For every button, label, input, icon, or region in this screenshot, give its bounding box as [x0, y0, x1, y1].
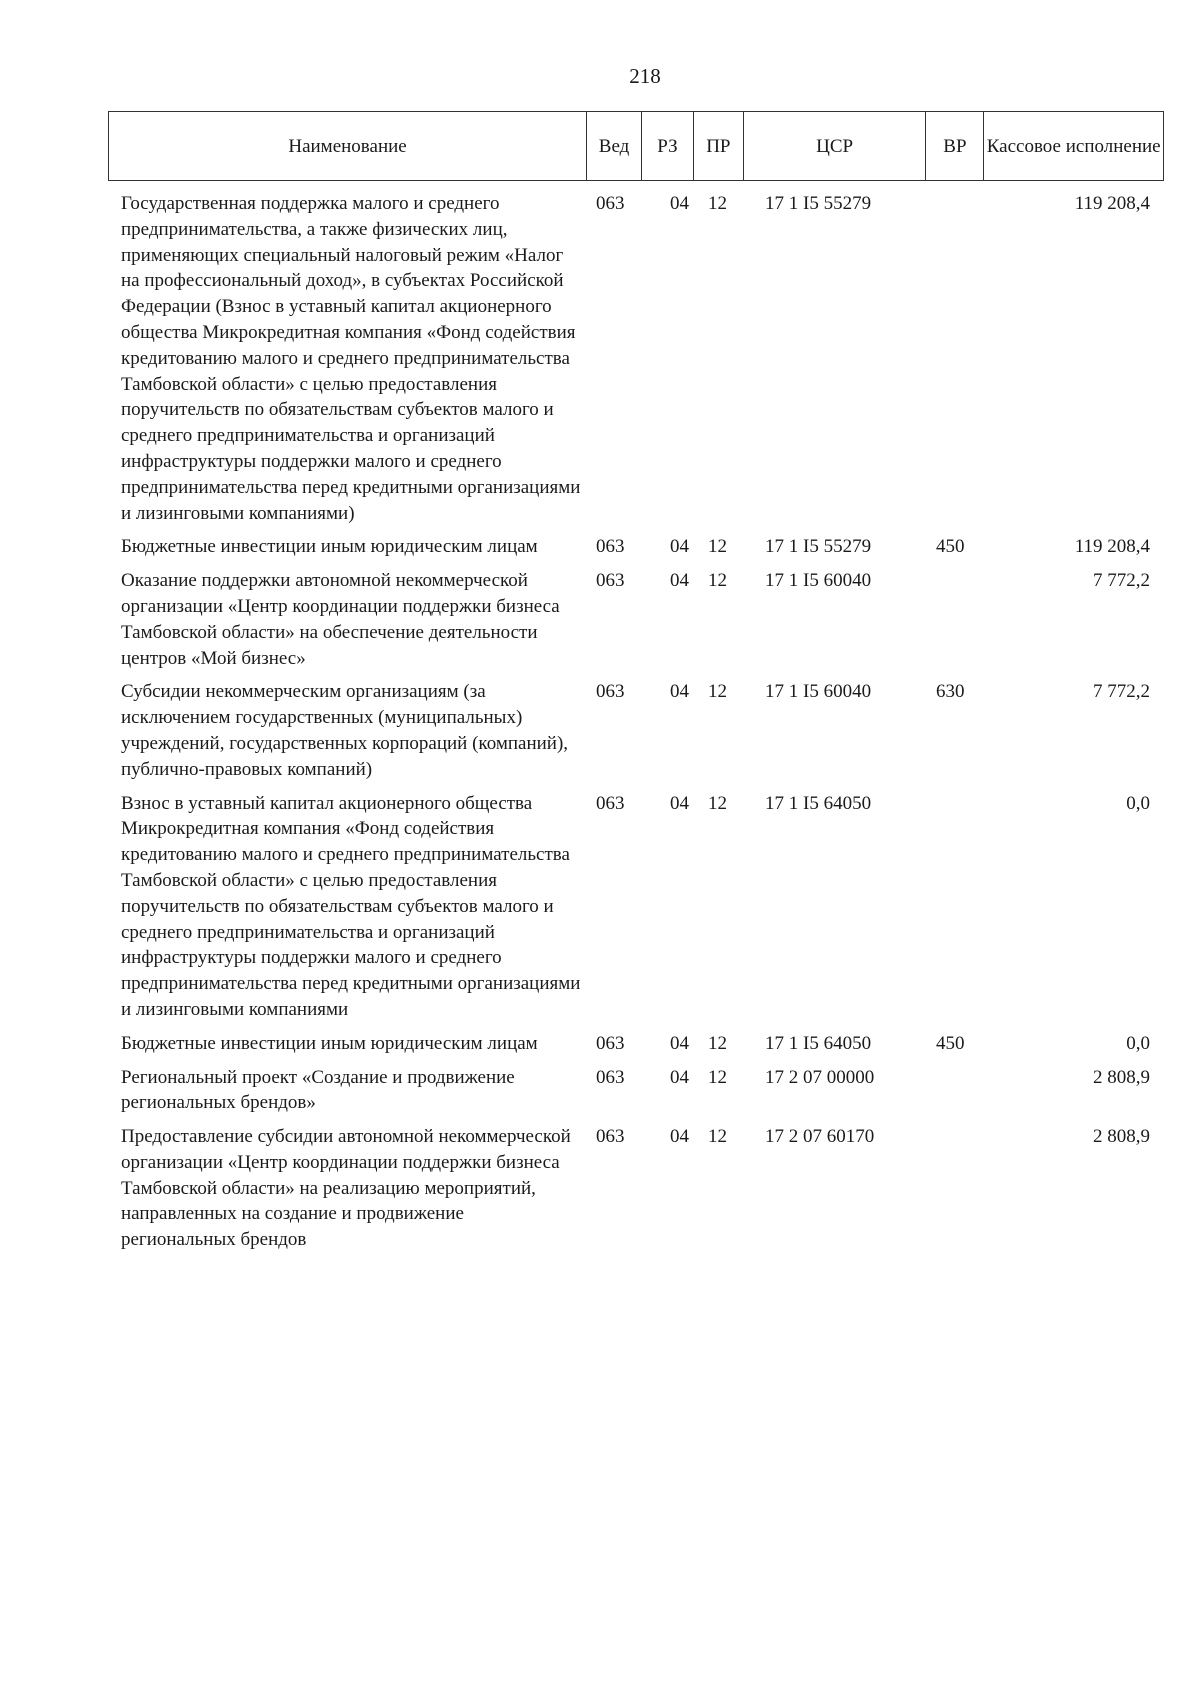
row-pr: 12 — [708, 681, 727, 703]
row-name: Субсидии некоммерческим организациям (за исключением государственных (муниципальных) учреждений, государственных корпораций (компаний), публично-правовых компаний) — [121, 681, 569, 780]
row-rz: 04 — [670, 570, 689, 592]
header-pr: ПР — [693, 112, 743, 180]
header-name: Наименование — [288, 135, 407, 157]
header-ved: Вед — [586, 112, 641, 180]
row-amount: 7 772,2 — [1093, 681, 1150, 703]
row-pr: 12 — [708, 1126, 727, 1148]
table-row — [108, 679, 1164, 782]
row-vr: 450 — [936, 1032, 965, 1054]
row-rz: 04 — [670, 536, 689, 558]
row-csr: 17 2 07 60170 — [765, 1126, 875, 1148]
row-ved: 063 — [596, 792, 625, 814]
page-number: 218 — [629, 64, 661, 88]
row-name: Государственная поддержка малого и среднего предпринимательства, а также физических лиц, применяющих специальный налоговый режим «Налог на профессиональный доход», в субъектах Российской Федерации (Взнос в уставный капитал акционерного общества Микрокредитная компания «Фонд содействия кредитованию малого и среднего предпринимательства Тамбовской области» с целью предоставления поручительств по обязательствам субъектов малого и среднего предпринимательства и организаций инфраструктуры поддержки малого и среднего предпринимательства перед кредитными организациями и лизинговыми компаниями) — [121, 193, 581, 524]
row-csr: 17 1 I5 55279 — [765, 536, 872, 558]
row-vr — [926, 1065, 984, 1117]
table-body — [108, 181, 1164, 1253]
table-header — [108, 111, 1164, 181]
row-amount: 2 808,9 — [1093, 1066, 1150, 1088]
row-name: Бюджетные инвестиции иным юридическим лицам — [121, 536, 538, 558]
row-ved: 063 — [596, 193, 625, 214]
row-ved: 063 — [596, 536, 625, 558]
table-row — [108, 1065, 1164, 1117]
row-ved: 063 — [596, 1066, 625, 1088]
row-amount: 0,0 — [1126, 1032, 1150, 1054]
row-vr — [926, 191, 984, 526]
row-amount: 2 808,9 — [1093, 1126, 1150, 1148]
row-csr: 17 1 I5 64050 — [765, 792, 872, 814]
row-name: Бюджетные инвестиции иным юридическим лицам — [121, 1032, 538, 1054]
row-csr: 17 1 I5 60040 — [765, 681, 872, 703]
row-rz: 04 — [670, 1066, 689, 1088]
header-amount: Кассовое исполнение — [983, 112, 1163, 180]
budget-table — [108, 111, 1164, 1261]
row-ved: 063 — [596, 681, 625, 703]
row-vr: 630 — [936, 681, 965, 703]
header-rz: РЗ — [641, 112, 693, 180]
row-name: Взнос в уставный капитал акционерного общества Микрокредитная компания «Фонд содействия кредитованию малого и среднего предпринимательства Тамбовской области» с целью предоставления поручительств по обязательствам субъектов малого и среднего предпринимательства и организаций инфраструктуры поддержки малого и среднего предпринимательства перед кредитными организациями и лизинговыми компаниями — [121, 792, 581, 1020]
row-rz: 04 — [670, 193, 689, 214]
table-row — [108, 534, 1164, 560]
row-pr: 12 — [708, 1032, 727, 1054]
row-ved: 063 — [596, 1126, 625, 1148]
table-row — [108, 791, 1164, 1023]
row-rz: 04 — [670, 792, 689, 814]
row-pr: 12 — [708, 570, 727, 592]
row-amount: 0,0 — [1126, 792, 1150, 814]
table-row — [108, 191, 1164, 526]
row-csr: 17 2 07 00000 — [765, 1066, 875, 1088]
row-vr: 450 — [936, 536, 965, 558]
row-ved: 063 — [596, 570, 625, 592]
row-name: Региональный проект «Создание и продвижение региональных брендов» — [121, 1066, 515, 1114]
row-name: Предоставление субсидии автономной некоммерческой организации «Центр координации поддержки бизнеса Тамбовской области» на реализацию мероприятий, направленных на создание и продвижение региональных брендов — [121, 1126, 571, 1251]
row-pr: 12 — [708, 1066, 727, 1088]
row-vr — [926, 568, 984, 671]
row-rz: 04 — [670, 1126, 689, 1148]
table-row — [108, 1124, 1164, 1253]
row-amount: 119 208,4 — [1074, 536, 1150, 558]
table-row — [108, 1031, 1164, 1057]
row-csr: 17 1 I5 64050 — [765, 1032, 872, 1054]
table-row — [108, 568, 1164, 671]
row-amount: 7 772,2 — [1093, 570, 1150, 592]
header-csr: ЦСР — [743, 112, 926, 180]
row-rz: 04 — [670, 681, 689, 703]
row-pr: 12 — [708, 193, 727, 214]
row-vr — [926, 791, 984, 1023]
row-csr: 17 1 I5 55279 — [765, 193, 872, 214]
header-vr: ВР — [925, 112, 983, 180]
row-vr — [926, 1124, 984, 1253]
row-rz: 04 — [670, 1032, 689, 1054]
row-amount: 119 208,4 — [1074, 193, 1150, 214]
row-ved: 063 — [596, 1032, 625, 1054]
row-pr: 12 — [708, 536, 727, 558]
row-pr: 12 — [708, 792, 727, 814]
row-name: Оказание поддержки автономной некоммерческой организации «Центр координации поддержки бизнеса Тамбовской области» на обеспечение деятельности центров «Мой бизнес» — [121, 570, 560, 669]
row-csr: 17 1 I5 60040 — [765, 570, 872, 592]
